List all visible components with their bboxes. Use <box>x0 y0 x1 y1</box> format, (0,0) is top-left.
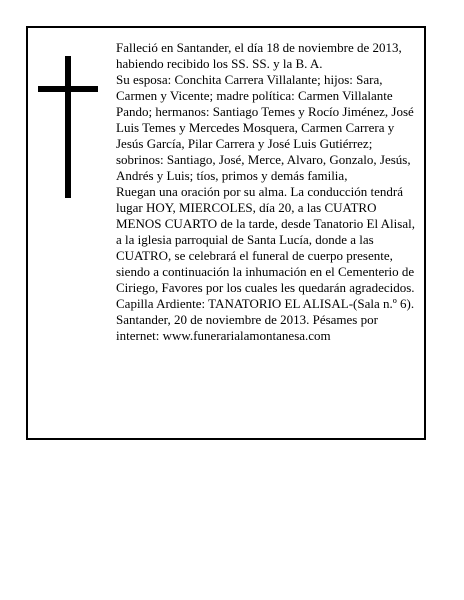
cross-horizontal-bar <box>38 86 98 92</box>
family-members: Su esposa: Conchita Carrera Villalante; hijos: Sara, Carmen y Vicente; madre política: Carmen Villalante Pando; hermanos: Santiago Temes y Rocío Jiménez, José Luis Temes y Mercedes Mosquera, Carmen Carrera y Jesús García, Pilar Carrera y José Luis Gutiérrez; sobrinos: Santiago, José, Merce, Alvaro, Gonzalo, Jesús, Andrés y Luis; tíos, primos y demás familia, <box>116 72 414 183</box>
death-announcement: Falleció en Santander, el día 18 de noviembre de 2013, habiendo recibido los SS. SS. y la B. A. <box>116 40 402 71</box>
cross-icon <box>38 56 98 198</box>
funeral-details: Ruegan una oración por su alma. La conducción tendrá lugar HOY, MIERCOLES, día 20, a las CUATRO MENOS CUARTO de la tarde, desde Tanatorio El Alisal, a la iglesia parroquial de Santa Lucía, donde a las CUATRO, se celebrará el funeral de cuerpo presente, siendo a continuación la inhumación en el Cementerio de Ciriego, Favores por los cuales les quedarán agradecidos. Capilla Ardiente: TANATORIO EL ALISAL-(Sala n.º 6). <box>116 184 415 311</box>
date-and-condolences: Santander, 20 de noviembre de 2013. Pésames por internet: www.funerarialamontanesa.com <box>116 312 378 343</box>
obituary-notice <box>26 26 426 440</box>
cross-vertical-bar <box>65 56 71 198</box>
obituary-text <box>116 40 422 344</box>
